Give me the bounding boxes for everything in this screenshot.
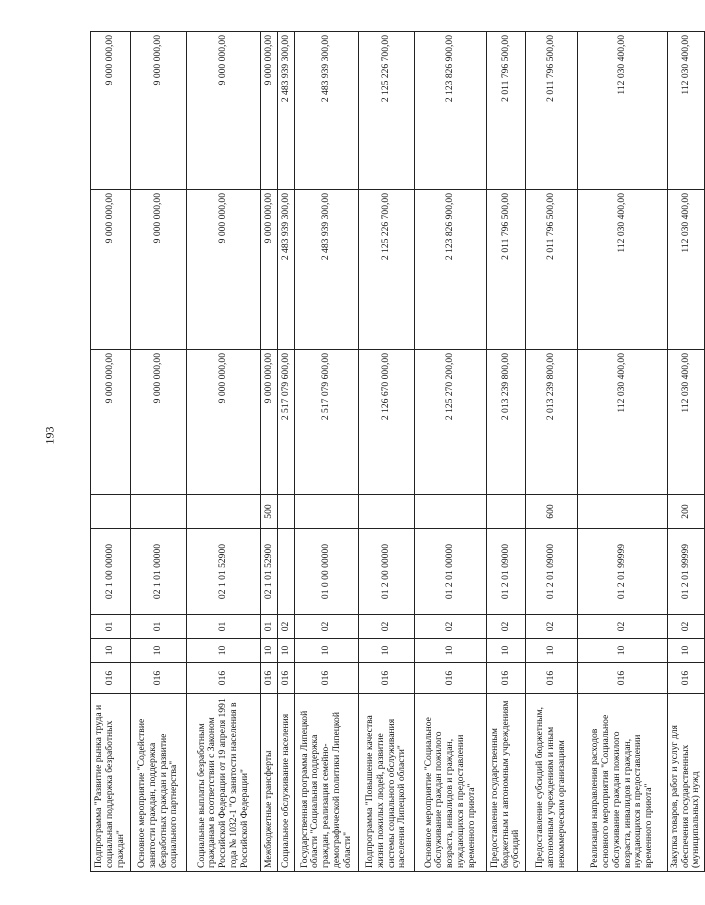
row-name-cell: Предоставление субсидий бюджетным, автономным учреждениям и иным некоммерческим организациям	[526, 694, 578, 872]
subsection-code-cell: 02	[578, 615, 668, 639]
expense-type-cell	[578, 495, 668, 529]
section-code-cell: 10	[487, 639, 526, 663]
table-row	[578, 32, 668, 872]
expense-type-cell	[131, 495, 187, 529]
sum-year-2-cell: 9 000 000,00	[261, 190, 278, 350]
ministry-code-cell: 016	[578, 663, 668, 694]
expense-type-cell	[91, 495, 131, 529]
row-name-cell: Межбюджетные трансферты	[261, 694, 278, 872]
row-name-cell: Реализация направления расходов основного мероприятия "Социальное обслуживание граждан пожилого возраста, инвалидов и граждан, нуждающихся в предоставлении временного приюта"	[578, 694, 668, 872]
target-article-cell: 01 2 01 99999	[578, 529, 668, 615]
ministry-code-cell: 016	[187, 663, 261, 694]
section-code-cell: 10	[359, 639, 415, 663]
expense-type-cell	[295, 495, 359, 529]
sum-year-1-cell: 2 013 239 800,00	[526, 350, 578, 495]
ministry-code-cell: 016	[91, 663, 131, 694]
ministry-code-cell: 016	[131, 663, 187, 694]
section-code-cell: 10	[187, 639, 261, 663]
table-row	[487, 32, 526, 872]
target-article-cell: 01 2 01 99999	[668, 529, 705, 615]
sum-year-3-cell: 9 000 000,00	[187, 32, 261, 190]
sum-year-2-cell: 2 123 826 900,00	[415, 190, 487, 350]
row-name-cell: Подпрограмма "Повышение качества жизни пожилых людей, развитие системы социального обслуживания населения Липецкой области"	[359, 694, 415, 872]
section-code-cell: 10	[578, 639, 668, 663]
section-code-cell: 10	[91, 639, 131, 663]
sum-year-3-cell: 112 030 400,00	[668, 32, 705, 190]
section-code-cell: 10	[526, 639, 578, 663]
sum-year-1-cell: 9 000 000,00	[91, 350, 131, 495]
subsection-code-cell: 02	[359, 615, 415, 639]
sum-year-1-cell: 2 013 239 800,00	[487, 350, 526, 495]
row-name-cell: Подпрограмма "Развитие рынка труда и социальная поддержка безработных граждан"	[91, 694, 131, 872]
target-article-cell: 02 1 01 52900	[187, 529, 261, 615]
section-code-cell: 10	[415, 639, 487, 663]
sum-year-1-cell: 2 517 079 600,00	[278, 350, 295, 495]
table-body	[91, 32, 705, 872]
expense-type-cell: 600	[526, 495, 578, 529]
expense-type-cell	[278, 495, 295, 529]
sum-year-1-cell: 2 125 270 200,00	[415, 350, 487, 495]
sum-year-1-cell: 2 126 670 000,00	[359, 350, 415, 495]
subsection-code-cell: 01	[91, 615, 131, 639]
sum-year-3-cell: 112 030 400,00	[578, 32, 668, 190]
ministry-code-cell: 016	[415, 663, 487, 694]
sum-year-3-cell: 9 000 000,00	[91, 32, 131, 190]
table-row	[131, 32, 187, 872]
ministry-code-cell: 016	[295, 663, 359, 694]
ministry-code-cell: 016	[278, 663, 295, 694]
target-article-cell: 01 2 01 09000	[487, 529, 526, 615]
section-code-cell: 10	[131, 639, 187, 663]
subsection-code-cell: 02	[415, 615, 487, 639]
table-row	[668, 32, 705, 872]
ministry-code-cell: 016	[487, 663, 526, 694]
subsection-code-cell: 02	[278, 615, 295, 639]
target-article-cell: 01 2 00 00000	[359, 529, 415, 615]
expense-type-cell: 500	[261, 495, 278, 529]
rotated-page-content	[90, 32, 702, 872]
table-row	[91, 32, 131, 872]
expense-type-cell	[187, 495, 261, 529]
sum-year-2-cell: 2 011 796 500,00	[487, 190, 526, 350]
table-row	[359, 32, 415, 872]
sum-year-3-cell: 2 123 826 900,00	[415, 32, 487, 190]
sum-year-3-cell: 2 483 939 300,00	[295, 32, 359, 190]
target-article-cell: 01 2 01 00000	[415, 529, 487, 615]
ministry-code-cell: 016	[668, 663, 705, 694]
ministry-code-cell: 016	[526, 663, 578, 694]
subsection-code-cell: 02	[487, 615, 526, 639]
table-row	[278, 32, 295, 872]
subsection-code-cell: 02	[295, 615, 359, 639]
sum-year-2-cell: 112 030 400,00	[668, 190, 705, 350]
sum-year-2-cell: 2 125 226 700,00	[359, 190, 415, 350]
target-article-cell: 01 2 01 09000	[526, 529, 578, 615]
sum-year-2-cell: 2 011 796 500,00	[526, 190, 578, 350]
table-row	[526, 32, 578, 872]
table-row	[261, 32, 278, 872]
target-article-cell: 02 1 00 00000	[91, 529, 131, 615]
row-name-cell: Основное мероприятие "Социальное обслуживание граждан пожилого возраста, инвалидов и граждан, нуждающихся в предоставлении временного приюта"	[415, 694, 487, 872]
page-number: 193	[42, 426, 57, 445]
ministry-code-cell: 016	[359, 663, 415, 694]
section-code-cell: 10	[261, 639, 278, 663]
subsection-code-cell: 02	[668, 615, 705, 639]
expense-type-cell	[415, 495, 487, 529]
sum-year-1-cell: 9 000 000,00	[187, 350, 261, 495]
ministry-code-cell: 016	[261, 663, 278, 694]
target-article-cell: 02 1 01 00000	[131, 529, 187, 615]
sum-year-2-cell: 9 000 000,00	[91, 190, 131, 350]
row-name-cell: Социальные выплаты безработным гражданам в соответствии с Законом Российской Федерации от 19 апреля 1991 года № 1032-1 "О занятости населения в Российской Федерации"	[187, 694, 261, 872]
section-code-cell: 10	[278, 639, 295, 663]
sum-year-3-cell: 9 000 000,00	[261, 32, 278, 190]
sum-year-1-cell: 112 030 400,00	[578, 350, 668, 495]
target-article-cell: 01 0 00 00000	[295, 529, 359, 615]
table-row	[415, 32, 487, 872]
sum-year-2-cell: 9 000 000,00	[187, 190, 261, 350]
section-code-cell: 10	[668, 639, 705, 663]
sum-year-2-cell: 2 483 939 300,00	[295, 190, 359, 350]
expense-type-cell	[359, 495, 415, 529]
sum-year-2-cell: 112 030 400,00	[578, 190, 668, 350]
subsection-code-cell: 01	[187, 615, 261, 639]
sum-year-1-cell: 2 517 079 600,00	[295, 350, 359, 495]
table-row	[187, 32, 261, 872]
expense-type-cell	[487, 495, 526, 529]
row-name-cell: Основное мероприятие "Содействие занятости граждан, поддержка безработных граждан и развитие социального партнерства"	[131, 694, 187, 872]
budget-table	[90, 31, 705, 872]
sum-year-3-cell: 2 011 796 500,00	[526, 32, 578, 190]
target-article-cell	[278, 529, 295, 615]
sum-year-2-cell: 9 000 000,00	[131, 190, 187, 350]
sum-year-3-cell: 2 483 939 300,00	[278, 32, 295, 190]
row-name-cell: Предоставление государственным бюджетным и автономным учреждениям субсидий	[487, 694, 526, 872]
sum-year-3-cell: 2 125 226 700,00	[359, 32, 415, 190]
sum-year-1-cell: 9 000 000,00	[261, 350, 278, 495]
sum-year-2-cell: 2 483 939 300,00	[278, 190, 295, 350]
subsection-code-cell: 02	[526, 615, 578, 639]
sum-year-3-cell: 2 011 796 500,00	[487, 32, 526, 190]
sum-year-1-cell: 9 000 000,00	[131, 350, 187, 495]
sum-year-1-cell: 112 030 400,00	[668, 350, 705, 495]
section-code-cell: 10	[295, 639, 359, 663]
sum-year-3-cell: 9 000 000,00	[131, 32, 187, 190]
expense-type-cell: 200	[668, 495, 705, 529]
row-name-cell: Социальное обслуживание населения	[278, 694, 295, 872]
row-name-cell: Государственная программа Липецкой области "Социальная поддержка граждан, реализация семейно-демографической политики Липецкой области"	[295, 694, 359, 872]
subsection-code-cell: 01	[261, 615, 278, 639]
table-row	[295, 32, 359, 872]
target-article-cell: 02 1 01 52900	[261, 529, 278, 615]
row-name-cell: Закупка товаров, работ и услуг для обеспечения государственных (муниципальных) нужд	[668, 694, 705, 872]
subsection-code-cell: 01	[131, 615, 187, 639]
